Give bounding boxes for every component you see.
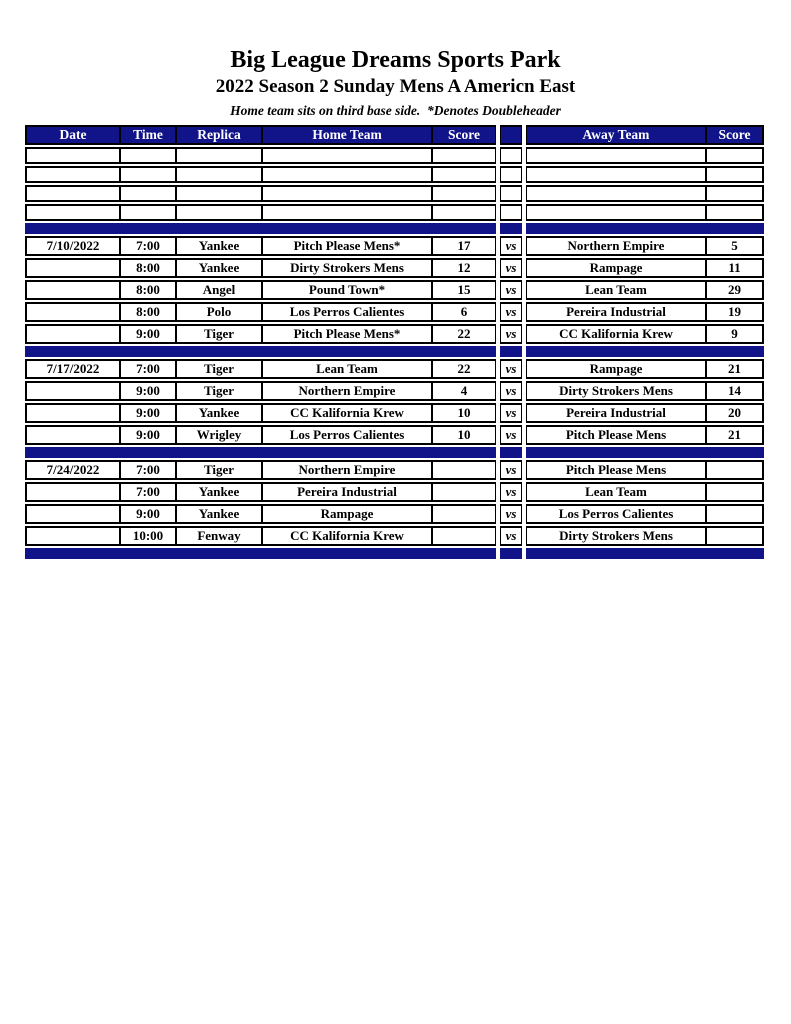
cell-time: 9:00: [120, 425, 176, 445]
cell-away-score: 14: [706, 381, 764, 401]
cell-time: 7:00: [120, 460, 176, 480]
empty-cell: [176, 185, 262, 202]
cell-away-team: Northern Empire: [526, 236, 706, 256]
cell-date: [25, 526, 120, 546]
vs-label: vs: [500, 403, 522, 423]
cell-home-team: Pitch Please Mens*: [262, 324, 432, 344]
separator-cell: [706, 548, 764, 559]
empty-cell: [262, 185, 432, 202]
separator-cell: [262, 548, 432, 559]
cell-replica: Yankee: [176, 403, 262, 423]
separator-cell: [176, 346, 262, 357]
separator-row: [25, 223, 764, 234]
empty-cell: [706, 185, 764, 202]
cell-time: 7:00: [120, 482, 176, 502]
separator-cell: [432, 447, 496, 458]
separator-cell: [432, 346, 496, 357]
cell-date: 7/10/2022: [25, 236, 120, 256]
cell-time: 9:00: [120, 504, 176, 524]
game-row: [25, 482, 764, 502]
cell-home-team: CC Kalifornia Krew: [262, 526, 432, 546]
separator-cell: [25, 548, 120, 559]
cell-away-team: Pereira Industrial: [526, 403, 706, 423]
col-header-replica: Replica: [176, 125, 262, 145]
empty-cell: [120, 147, 176, 164]
cell-home-team: CC Kalifornia Krew: [262, 403, 432, 423]
empty-cell: [262, 147, 432, 164]
cell-replica: Yankee: [176, 258, 262, 278]
separator-cell: [25, 223, 120, 234]
cell-home-score: 17: [432, 236, 496, 256]
cell-time: 7:00: [120, 236, 176, 256]
col-header-vs: [500, 125, 522, 145]
empty-cell: [526, 166, 706, 183]
cell-home-team: Pereira Industrial: [262, 482, 432, 502]
cell-home-score: 4: [432, 381, 496, 401]
cell-home-team: Pound Town*: [262, 280, 432, 300]
empty-cell: [526, 147, 706, 164]
separator-cell: [500, 223, 522, 234]
game-row: [25, 280, 764, 300]
empty-cell: [120, 204, 176, 221]
separator-cell: [500, 346, 522, 357]
cell-away-team: Rampage: [526, 359, 706, 379]
col-header-home-score: Score: [432, 125, 496, 145]
cell-home-score: 12: [432, 258, 496, 278]
cell-date: [25, 381, 120, 401]
empty-cell: [176, 147, 262, 164]
cell-home-score: [432, 460, 496, 480]
cell-away-score: [706, 482, 764, 502]
cell-home-team: Northern Empire: [262, 460, 432, 480]
separator-cell: [500, 548, 522, 559]
cell-away-score: 19: [706, 302, 764, 322]
cell-away-score: [706, 526, 764, 546]
separator-row: [25, 548, 764, 559]
separator-cell: [120, 223, 176, 234]
game-row: [25, 258, 764, 278]
cell-away-team: Lean Team: [526, 482, 706, 502]
empty-row: [25, 204, 764, 221]
cell-replica: Tiger: [176, 359, 262, 379]
empty-cell: [262, 166, 432, 183]
cell-away-team: CC Kalifornia Krew: [526, 324, 706, 344]
cell-date: [25, 403, 120, 423]
game-row: [25, 236, 764, 256]
empty-cell: [432, 185, 496, 202]
separator-row: [25, 447, 764, 458]
separator-cell: [120, 346, 176, 357]
empty-cell: [500, 147, 522, 164]
cell-away-team: Dirty Strokers Mens: [526, 526, 706, 546]
cell-home-team: Northern Empire: [262, 381, 432, 401]
cell-away-score: 11: [706, 258, 764, 278]
cell-replica: Polo: [176, 302, 262, 322]
col-header-date: Date: [25, 125, 120, 145]
cell-away-score: 29: [706, 280, 764, 300]
cell-away-score: 9: [706, 324, 764, 344]
cell-home-team: Pitch Please Mens*: [262, 236, 432, 256]
home-team-note: Home team sits on third base side. *Denotes Doubleheader: [230, 103, 561, 118]
col-header-away-team: Away Team: [526, 125, 706, 145]
empty-cell: [176, 204, 262, 221]
schedule-table: [25, 123, 764, 561]
cell-away-team: Lean Team: [526, 280, 706, 300]
empty-row: [25, 185, 764, 202]
game-row: [25, 403, 764, 423]
cell-time: 9:00: [120, 381, 176, 401]
empty-cell: [120, 166, 176, 183]
separator-cell: [176, 447, 262, 458]
cell-home-score: [432, 526, 496, 546]
game-row: [25, 302, 764, 322]
separator-cell: [526, 447, 706, 458]
page-title: Big League Dreams Sports Park: [230, 47, 561, 73]
game-row: [25, 381, 764, 401]
cell-away-team: Dirty Strokers Mens: [526, 381, 706, 401]
cell-replica: Tiger: [176, 381, 262, 401]
vs-label: vs: [500, 425, 522, 445]
cell-home-team: Dirty Strokers Mens: [262, 258, 432, 278]
cell-replica: Wrigley: [176, 425, 262, 445]
separator-cell: [262, 346, 432, 357]
cell-home-team: Los Perros Calientes: [262, 302, 432, 322]
empty-cell: [432, 147, 496, 164]
cell-time: 8:00: [120, 280, 176, 300]
header-row: [25, 125, 764, 145]
cell-date: [25, 482, 120, 502]
cell-time: 8:00: [120, 302, 176, 322]
cell-date: [25, 324, 120, 344]
cell-time: 7:00: [120, 359, 176, 379]
empty-cell: [500, 166, 522, 183]
empty-cell: [526, 204, 706, 221]
cell-away-score: [706, 460, 764, 480]
empty-cell: [706, 204, 764, 221]
empty-cell: [706, 147, 764, 164]
schedule-table-body: [25, 125, 764, 559]
empty-cell: [526, 185, 706, 202]
cell-away-score: 21: [706, 359, 764, 379]
cell-date: 7/17/2022: [25, 359, 120, 379]
empty-cell: [120, 185, 176, 202]
cell-away-score: 5: [706, 236, 764, 256]
separator-cell: [120, 548, 176, 559]
cell-home-score: 6: [432, 302, 496, 322]
cell-time: 9:00: [120, 324, 176, 344]
vs-label: vs: [500, 526, 522, 546]
empty-cell: [432, 166, 496, 183]
cell-away-team: Rampage: [526, 258, 706, 278]
cell-home-score: 22: [432, 324, 496, 344]
empty-row: [25, 166, 764, 183]
cell-home-score: [432, 504, 496, 524]
cell-away-score: [706, 504, 764, 524]
vs-label: vs: [500, 504, 522, 524]
separator-cell: [176, 223, 262, 234]
cell-replica: Fenway: [176, 526, 262, 546]
separator-cell: [432, 548, 496, 559]
empty-cell: [25, 166, 120, 183]
empty-cell: [500, 204, 522, 221]
separator-cell: [25, 346, 120, 357]
separator-cell: [176, 548, 262, 559]
col-header-time: Time: [120, 125, 176, 145]
col-header-away-score: Score: [706, 125, 764, 145]
game-row: [25, 504, 764, 524]
page-subtitle: 2022 Season 2 Sunday Mens A Americn East: [215, 76, 576, 97]
cell-date: [25, 258, 120, 278]
game-row: [25, 425, 764, 445]
cell-replica: Angel: [176, 280, 262, 300]
cell-date: [25, 302, 120, 322]
vs-label: vs: [500, 460, 522, 480]
empty-cell: [176, 166, 262, 183]
cell-date: [25, 425, 120, 445]
separator-cell: [526, 223, 706, 234]
vs-label: vs: [500, 236, 522, 256]
cell-home-team: Los Perros Calientes: [262, 425, 432, 445]
vs-label: vs: [500, 359, 522, 379]
cell-home-score: 10: [432, 403, 496, 423]
cell-time: 8:00: [120, 258, 176, 278]
vs-label: vs: [500, 381, 522, 401]
cell-home-team: Rampage: [262, 504, 432, 524]
empty-cell: [706, 166, 764, 183]
cell-away-team: Pitch Please Mens: [526, 425, 706, 445]
game-row: [25, 460, 764, 480]
separator-cell: [526, 346, 706, 357]
cell-home-score: 10: [432, 425, 496, 445]
vs-label: vs: [500, 258, 522, 278]
cell-home-score: [432, 482, 496, 502]
cell-away-team: Los Perros Calientes: [526, 504, 706, 524]
cell-date: [25, 504, 120, 524]
separator-cell: [706, 223, 764, 234]
cell-away-team: Pereira Industrial: [526, 302, 706, 322]
game-row: [25, 359, 764, 379]
col-header-home-team: Home Team: [262, 125, 432, 145]
separator-cell: [706, 346, 764, 357]
empty-row: [25, 147, 764, 164]
separator-cell: [500, 447, 522, 458]
vs-label: vs: [500, 324, 522, 344]
separator-cell: [120, 447, 176, 458]
separator-cell: [706, 447, 764, 458]
cell-home-team: Lean Team: [262, 359, 432, 379]
vs-label: vs: [500, 280, 522, 300]
cell-replica: Tiger: [176, 460, 262, 480]
separator-cell: [432, 223, 496, 234]
separator-row: [25, 346, 764, 357]
empty-cell: [262, 204, 432, 221]
cell-time: 10:00: [120, 526, 176, 546]
game-row: [25, 526, 764, 546]
separator-cell: [262, 447, 432, 458]
cell-replica: Yankee: [176, 236, 262, 256]
empty-cell: [432, 204, 496, 221]
cell-time: 9:00: [120, 403, 176, 423]
cell-away-team: Pitch Please Mens: [526, 460, 706, 480]
cell-date: 7/24/2022: [25, 460, 120, 480]
empty-cell: [500, 185, 522, 202]
cell-away-score: 20: [706, 403, 764, 423]
cell-home-score: 15: [432, 280, 496, 300]
separator-cell: [262, 223, 432, 234]
game-row: [25, 324, 764, 344]
cell-replica: Yankee: [176, 482, 262, 502]
vs-label: vs: [500, 482, 522, 502]
separator-cell: [526, 548, 706, 559]
empty-cell: [25, 204, 120, 221]
empty-cell: [25, 185, 120, 202]
separator-cell: [25, 447, 120, 458]
cell-replica: Tiger: [176, 324, 262, 344]
cell-replica: Yankee: [176, 504, 262, 524]
empty-cell: [25, 147, 120, 164]
cell-away-score: 21: [706, 425, 764, 445]
cell-home-score: 22: [432, 359, 496, 379]
cell-date: [25, 280, 120, 300]
vs-label: vs: [500, 302, 522, 322]
